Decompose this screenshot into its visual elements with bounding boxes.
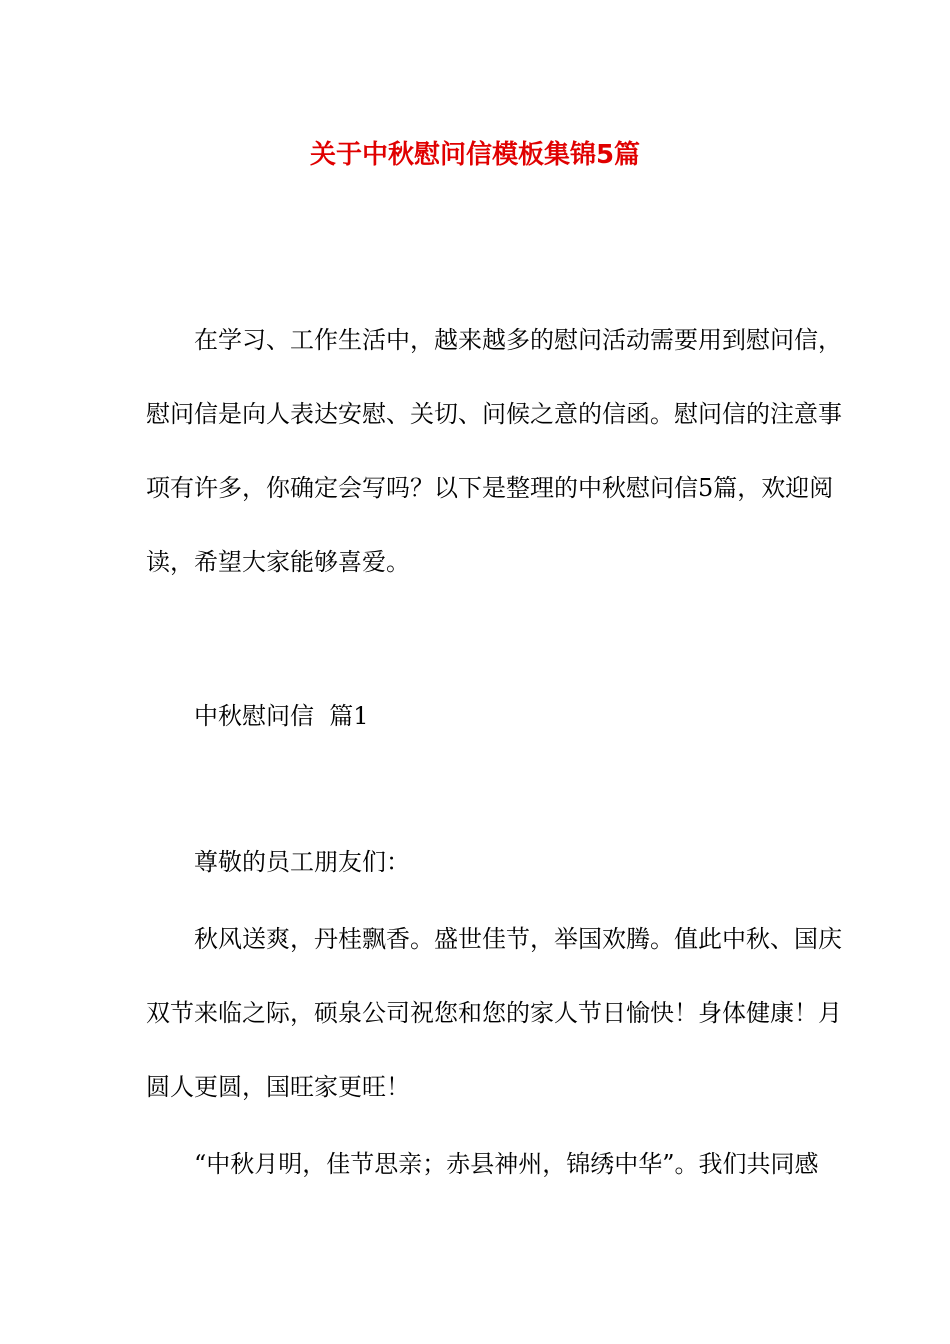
body-line-3: 圆人更圆，国旺家更旺！ — [146, 1073, 410, 1101]
document-title: 关于中秋慰问信模板集锦5篇 — [309, 140, 641, 170]
intro-line-4: 读，希望大家能够喜爱。 — [146, 548, 410, 576]
intro-line-2: 慰问信是向人表达安慰、关切、问候之意的信函。慰问信的注意事 — [146, 400, 842, 428]
salutation: 尊敬的员工朋友们： — [194, 848, 410, 876]
intro-line-3: 项有许多，你确定会写吗？以下是整理的中秋慰问信5篇，欢迎阅 — [146, 474, 834, 502]
body-line-2: 双节来临之际，硕泉公司祝您和您的家人节日愉快！身体健康！月 — [146, 999, 842, 1027]
body-line-1: 秋风送爽，丹桂飘香。盛世佳节，举国欢腾。值此中秋、国庆 — [194, 925, 842, 953]
intro-line-1: 在学习、工作生活中，越来越多的慰问活动需要用到慰问信， — [194, 326, 842, 354]
body-line-4: “中秋月明，佳节思亲；赤县神州，锦绣中华”。我们共同感 — [194, 1150, 819, 1178]
section-heading: 中秋慰问信 篇1 — [194, 702, 369, 730]
